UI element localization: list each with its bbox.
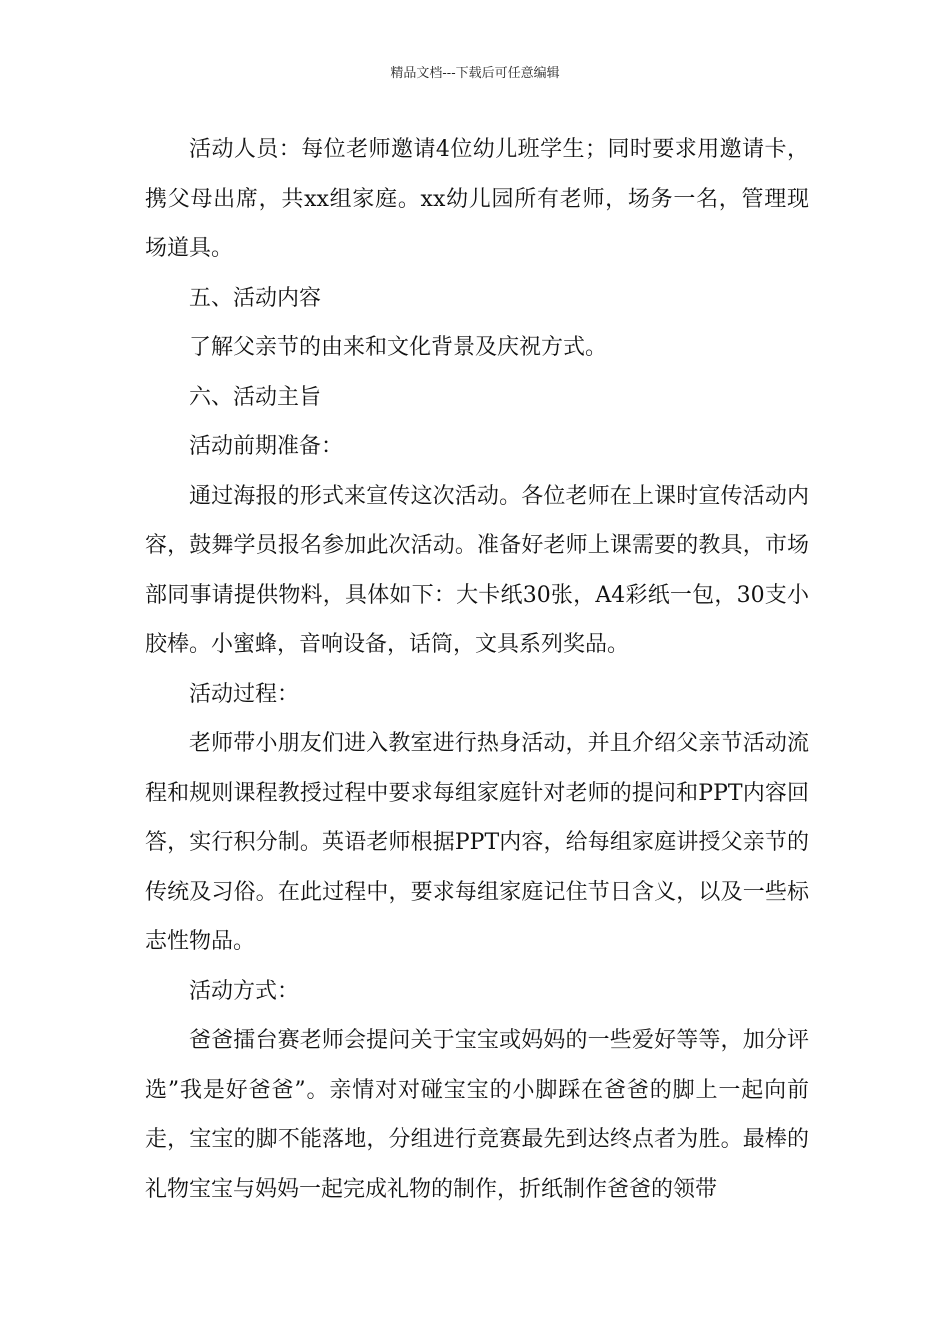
page-header: 精品文档---下载后可任意编辑 bbox=[390, 66, 560, 81]
paragraph-preparation: 通过海报的形式来宣传这次活动。各位老师在上课时宣传活动内容，鼓舞学员报名参加此次活动。准备好老师上课需要的教具，市场部同事请提供物料，具体如下：大卡纸30张，A4彩纸一包，30支小胶棒。小蜜蜂，音响设备，话筒，文具系列奖品。 bbox=[145, 483, 809, 657]
paragraph-process: 老师带小朋友们进入教室进行热身活动，并且介绍父亲节活动流程和规则课程教授过程中要求每组家庭针对老师的提问和PPT内容回答，实行积分制。英语老师根据PPT内容，给每组家庭讲授父亲节的传统及习俗。在此过程中，要求每组家庭记住节日含义，以及一些标志性物品。 bbox=[145, 731, 809, 954]
heading-activity-purpose: 六、活动主旨 bbox=[189, 384, 322, 410]
paragraph-method: 爸爸擂台赛老师会提问关于宝宝或妈妈的一些爱好等等，加分评选”我是好爸爸”。亲情对对碰宝宝的小脚踩在爸爸的脚上一起向前走，宝宝的脚不能落地，分组进行竞赛最先到达终点者为胜。最棒的礼物宝宝与妈妈一起完成礼物的制作，折纸制作爸爸的领带 bbox=[145, 1028, 809, 1202]
label-method: 活动方式： bbox=[189, 978, 300, 1004]
heading-activity-content: 五、活动内容 bbox=[189, 285, 322, 311]
paragraph-activity-content: 了解父亲节的由来和文化背景及庆祝方式。 bbox=[189, 335, 608, 360]
paragraph-participants: 活动人员：每位老师邀请4位幼儿班学生；同时要求用邀请卡，携父母出席，共xx组家庭。xx幼儿园所有老师，场务一名，管理现场道具。 bbox=[145, 137, 809, 261]
document-body bbox=[145, 125, 809, 1214]
label-preparation: 活动前期准备： bbox=[189, 434, 344, 459]
label-process: 活动过程： bbox=[189, 681, 300, 707]
